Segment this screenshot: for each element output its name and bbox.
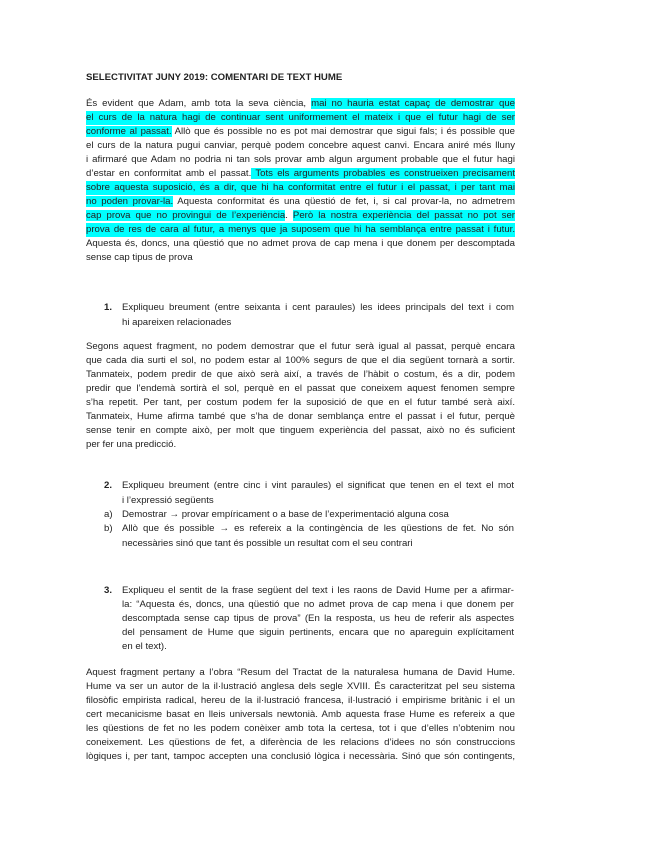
answer-3-line: Hume va ser un autor de la il·lustració anglesa dels segle XVIII. És caracteritzat pel seu sistema xyxy=(86,681,515,692)
highlighted-segment: cap prova que no provingui de l’experiència xyxy=(86,210,286,221)
answer-1-line: sense tenir en compte això, per molt que tinguem experiència del passat, això no és suficient xyxy=(86,425,515,436)
highlighted-segment: Tots els arguments probables es construeixen precisament xyxy=(251,168,515,179)
text-line-8 xyxy=(86,195,515,209)
text-segment: Aquesta conformitat és una qüestió de fet, i, si cal provar-la, no admetrem xyxy=(173,196,515,207)
answer-2a-text: Demostrar → provar empíricament o a base de l’experimentació alguna cosa xyxy=(122,509,449,520)
text-segment: És evident que Adam, amb tota la seva ciència, xyxy=(86,98,312,109)
highlighted-segment: mai no hauria estat capaç de demostrar que xyxy=(311,98,515,109)
question-3-line-1: Expliqueu el sentit de la frase següent del text i les raons de David Hume per a afirmar- xyxy=(122,585,514,596)
highlighted-segment: Però la nostra experiència del passat no pot ser xyxy=(292,210,515,221)
answer-1-line: que cada dia surti el sol, no podem estar al 100% segurs de que el dia següent tornarà a sortir. xyxy=(86,355,515,366)
text-segment: . xyxy=(285,210,293,221)
question-1-number: 1. xyxy=(104,302,113,313)
answer-1-line: Tanmateix, podem predir de que això serà així, a través de l’hàbit o costum, és a dir, podem xyxy=(86,369,515,380)
text-line-1 xyxy=(86,97,515,111)
highlighted-segment: conforme al passat. xyxy=(86,126,172,137)
document-title: SELECTIVITAT JUNY 2019: COMENTARI DE TEXT HUME xyxy=(86,72,343,83)
text-line-5: i afirmaré que Adam no podria ni tan sols provar amb algun argument probable que el futur hagi xyxy=(86,154,515,165)
question-1-line-1: Expliqueu breument (entre seixanta i cent paraules) les idees principals del text i com xyxy=(122,302,514,313)
answer-3-line: coneixement. Les qüestions de fet, a diferència de les relacions d’idees no són construccions xyxy=(86,737,515,748)
question-2-line-1: Expliqueu breument (entre cinc i vint paraules) el significat que tenen en el text el mot xyxy=(122,480,514,491)
highlighted-segment: no poden provar-la. xyxy=(86,196,174,207)
answer-1-line: s’ha repetit. Per tant, per costum podem fer la suposició de que en el futur també serà així. xyxy=(86,397,515,408)
question-3-number: 3. xyxy=(104,585,113,596)
question-3-line-4: del pensament de Hume que siguin pertinents, encara que no apareguin explícitament xyxy=(122,627,514,638)
answer-1-line: Tanmateix, Hume afirma també que s’ha de donar semblança entre el passat i el futur, perquè xyxy=(86,411,515,422)
answer-3-line: Aquest fragment pertany a l’obra “Resum del Tractat de la naturalesa humana de David Hume. xyxy=(86,667,515,678)
question-2-number: 2. xyxy=(104,480,113,491)
text-line-3 xyxy=(86,125,515,139)
text-line-12: sense cap tipus de prova xyxy=(86,252,193,263)
question-3-line-3: descomptada sense cap tipus de prova” (En la resposta, us heu de referir als aspectes xyxy=(122,613,514,624)
answer-3-line: cert mecanicisme basat en lleis universals newtonià. Amb aquesta frase Hume es refereix a que xyxy=(86,709,515,720)
question-2-line-2: i l’expressió següents xyxy=(122,495,214,506)
answer-2b-text-line-2: necessàries sinó que tant és possible un resultat com el seu contrari xyxy=(122,538,413,549)
text-line-9 xyxy=(86,209,515,223)
text-line-6 xyxy=(86,167,515,181)
answer-1-line: Segons aquest fragment, no podem demostrar que el futur serà igual al passat, perquè encara xyxy=(86,341,515,352)
answer-2a-label: a) xyxy=(104,509,113,520)
question-1-line-2: hi apareixen relacionades xyxy=(122,317,232,328)
text-segment: Allò que és possible no es pot mai demostrar que sigui fals; i és possible que xyxy=(171,126,515,137)
answer-2b-label: b) xyxy=(104,523,113,534)
answer-1-line: per fer una predicció. xyxy=(86,439,177,450)
answer-3-line: lògiques i, per tant, tampoc accepten una conclusió lògica i necessària. Sinó que són contingents, xyxy=(86,751,515,762)
question-3-line-2: la: “Aquesta és, doncs, una qüestió que no admet prova de cap mena i que donem per xyxy=(122,599,514,610)
text-segment: d’estar en conformitat amb el passat. xyxy=(86,168,252,179)
answer-3-line: filosòfic empirista radical, hereu de la il·lustració francesa, il·lustració i empirisme britànic i el un xyxy=(86,695,515,706)
text-line-2: el curs de la natura hagi de continuar sent uniformement el mateix i que el futur hagi de ser xyxy=(86,112,515,123)
text-line-11: Aquesta és, doncs, una qüestió que no admet prova de cap mena i que donem per descomptada xyxy=(86,238,515,249)
answer-1-line: predir que l’endemà sortirà el sol, perquè en el passat que coneixem aquest fenomen sempre xyxy=(86,383,515,394)
answer-3-line: les qüestions de fet no les podem conèixer amb tota la certesa, tot i que d’elles n’obtenim nou xyxy=(86,723,515,734)
question-3-line-5: en el text). xyxy=(122,641,167,652)
text-line-4: el curs de la natura pugui canviar, perquè podem concebre aquest canvi. Encara aniré més lluny xyxy=(86,140,515,151)
text-line-10: prova de res de cara al futur, a menys que ja suposem que hi ha semblança entre passat i futur. xyxy=(86,224,515,235)
text-line-7: sobre aquesta suposició, és a dir, que hi ha conformitat entre el futur i el passat, i per tant mai xyxy=(86,182,515,193)
answer-2b-text-line-1: Allò que és possible → es refereix a la contingència de les qüestions de fet. No són xyxy=(122,523,514,534)
